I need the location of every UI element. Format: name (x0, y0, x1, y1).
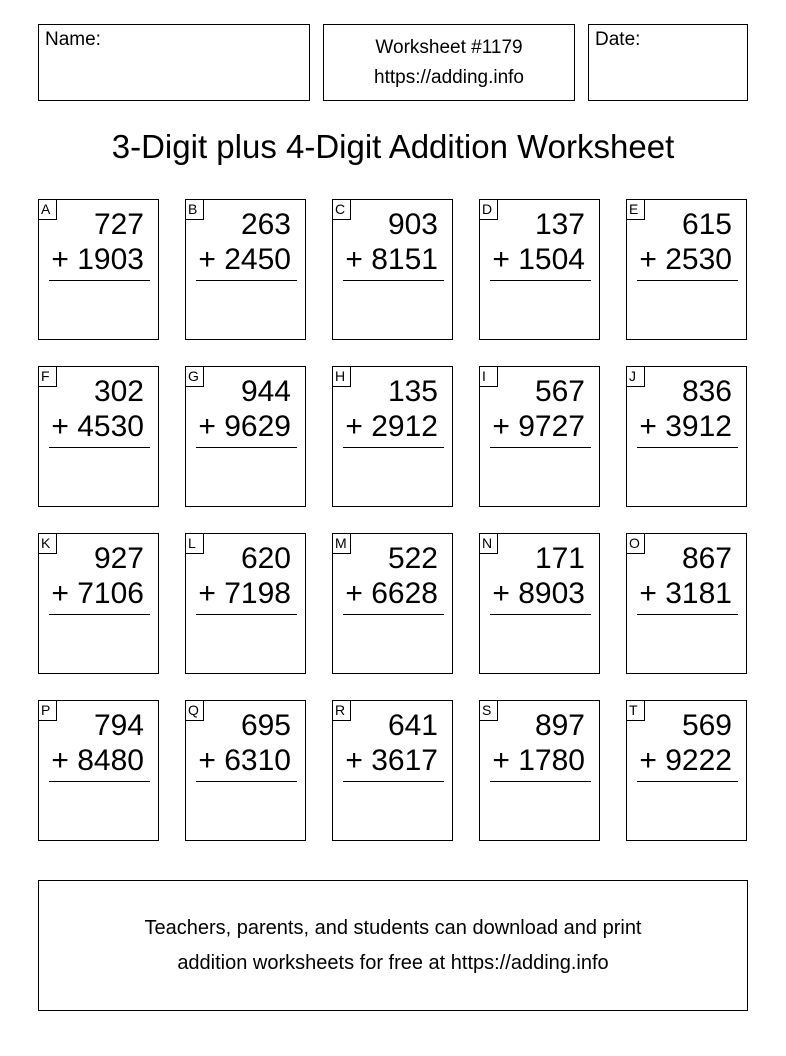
problem-bottom-addend (639, 243, 732, 277)
site-url: https://adding.info (374, 67, 524, 88)
problem-bottom-addend (198, 243, 291, 277)
problem-box[interactable] (479, 533, 600, 674)
answer-line (637, 781, 738, 782)
problem-top-number: 522 (387, 542, 438, 575)
problem-bottom-addend (492, 744, 585, 778)
problem-top-number: 927 (93, 542, 144, 575)
answer-line (637, 614, 738, 615)
problem-letter: I (480, 367, 498, 387)
problem-bottom-number: 2530 (665, 243, 732, 276)
problem-box[interactable] (332, 533, 453, 674)
problem-bottom-number: 1780 (518, 744, 585, 777)
problem-bottom-addend (345, 577, 438, 611)
plus-sign: + (198, 744, 216, 777)
answer-line (637, 280, 738, 281)
problem-top-number: 727 (93, 208, 144, 241)
worksheet-number: Worksheet #1179 (375, 37, 523, 58)
problem-letter: L (186, 534, 204, 554)
problem-letter: B (186, 200, 204, 220)
problem-bottom-number: 9222 (665, 744, 732, 777)
answer-line (196, 447, 297, 448)
problem-top-number: 836 (681, 375, 732, 408)
problem-letter: N (480, 534, 498, 554)
answer-line (490, 781, 591, 782)
problem-top-number: 135 (387, 375, 438, 408)
problem-bottom-addend (345, 243, 438, 277)
problem-top-number: 302 (93, 375, 144, 408)
problem-box[interactable] (626, 533, 747, 674)
problem-box[interactable] (332, 199, 453, 340)
problem-bottom-number: 8480 (77, 744, 144, 777)
problem-bottom-addend (639, 744, 732, 778)
answer-line (490, 280, 591, 281)
plus-sign: + (198, 243, 216, 276)
date-label: Date: (595, 29, 641, 50)
plus-sign: + (639, 410, 657, 443)
problem-top-number: 263 (240, 208, 291, 241)
problem-box[interactable] (626, 366, 747, 507)
problem-bottom-number: 3617 (371, 744, 438, 777)
problem-bottom-number: 6310 (224, 744, 291, 777)
problem-top-number: 620 (240, 542, 291, 575)
answer-line (343, 447, 444, 448)
plus-sign: + (198, 577, 216, 610)
footer-box (38, 880, 748, 1011)
problem-top-number: 903 (387, 208, 438, 241)
problem-box[interactable] (332, 700, 453, 841)
problem-bottom-addend (198, 410, 291, 444)
problem-letter: O (627, 534, 645, 554)
plus-sign: + (198, 410, 216, 443)
problem-bottom-number: 3181 (665, 577, 732, 610)
plus-sign: + (492, 744, 510, 777)
footer-line-1: Teachers, parents, and students can download and print (144, 917, 642, 939)
problem-bottom-number: 2450 (224, 243, 291, 276)
problem-letter: P (39, 701, 57, 721)
problem-top-number: 867 (681, 542, 732, 575)
problem-bottom-number: 9727 (518, 410, 585, 443)
problem-bottom-addend (345, 410, 438, 444)
problem-bottom-number: 7106 (77, 577, 144, 610)
problem-bottom-number: 8903 (518, 577, 585, 610)
plus-sign: + (639, 577, 657, 610)
problem-top-number: 567 (534, 375, 585, 408)
problem-bottom-addend (51, 577, 144, 611)
plus-sign: + (345, 577, 363, 610)
problem-bottom-number: 9629 (224, 410, 291, 443)
problem-bottom-number: 6628 (371, 577, 438, 610)
page-title: 3-Digit plus 4-Digit Addition Worksheet (111, 128, 675, 165)
name-field-box[interactable] (38, 24, 310, 101)
problem-bottom-addend (198, 744, 291, 778)
problem-box[interactable] (38, 700, 159, 841)
problem-bottom-addend (345, 744, 438, 778)
plus-sign: + (51, 744, 69, 777)
problem-letter: M (333, 534, 351, 554)
problem-top-number: 897 (534, 709, 585, 742)
answer-line (490, 447, 591, 448)
problem-box[interactable] (479, 366, 600, 507)
problem-top-number: 641 (387, 709, 438, 742)
answer-line (49, 447, 150, 448)
problem-box[interactable] (185, 199, 306, 340)
problem-top-number: 944 (240, 375, 291, 408)
problem-letter: Q (186, 701, 204, 721)
problem-box[interactable] (185, 533, 306, 674)
problem-bottom-addend (639, 410, 732, 444)
problem-bottom-addend (51, 410, 144, 444)
plus-sign: + (51, 577, 69, 610)
problem-bottom-addend (51, 744, 144, 778)
answer-line (196, 781, 297, 782)
answer-line (490, 614, 591, 615)
problem-bottom-number: 7198 (224, 577, 291, 610)
answer-line (343, 781, 444, 782)
problem-bottom-addend (492, 577, 585, 611)
problem-box[interactable] (38, 199, 159, 340)
plus-sign: + (492, 410, 510, 443)
plus-sign: + (492, 577, 510, 610)
problem-box[interactable] (626, 199, 747, 340)
problem-bottom-addend (639, 577, 732, 611)
answer-line (343, 280, 444, 281)
date-field-box[interactable] (588, 24, 748, 101)
problem-letter: J (627, 367, 645, 387)
problem-letter: C (333, 200, 351, 220)
problem-letter: D (480, 200, 498, 220)
answer-line (343, 614, 444, 615)
problem-top-number: 794 (93, 709, 144, 742)
problem-letter: K (39, 534, 57, 554)
problem-letter: S (480, 701, 498, 721)
problem-bottom-number: 4530 (77, 410, 144, 443)
problem-bottom-number: 8151 (371, 243, 438, 276)
problem-box[interactable] (332, 366, 453, 507)
problem-top-number: 695 (240, 709, 291, 742)
problem-top-number: 569 (681, 709, 732, 742)
problem-box[interactable] (185, 700, 306, 841)
answer-line (49, 781, 150, 782)
plus-sign: + (51, 410, 69, 443)
worksheet-info-box (323, 24, 575, 101)
problem-box[interactable] (479, 199, 600, 340)
problem-box[interactable] (38, 366, 159, 507)
plus-sign: + (345, 744, 363, 777)
problem-box[interactable] (185, 366, 306, 507)
plus-sign: + (345, 243, 363, 276)
problem-bottom-addend (492, 243, 585, 277)
problem-letter: F (39, 367, 57, 387)
problem-bottom-number: 3912 (665, 410, 732, 443)
footer-line-2: addition worksheets for free at https://adding.info (177, 952, 609, 974)
problem-top-number: 171 (534, 542, 585, 575)
answer-line (196, 280, 297, 281)
problem-box[interactable] (626, 700, 747, 841)
problem-letter: R (333, 701, 351, 721)
problem-bottom-number: 1903 (77, 243, 144, 276)
problem-box[interactable] (479, 700, 600, 841)
problem-top-number: 615 (681, 208, 732, 241)
plus-sign: + (345, 410, 363, 443)
problem-top-number: 137 (534, 208, 585, 241)
problem-bottom-number: 1504 (518, 243, 585, 276)
plus-sign: + (639, 744, 657, 777)
plus-sign: + (492, 243, 510, 276)
problem-letter: T (627, 701, 645, 721)
problem-bottom-addend (492, 410, 585, 444)
name-label: Name: (45, 29, 101, 50)
answer-line (637, 447, 738, 448)
problem-letter: G (186, 367, 204, 387)
problem-letter: E (627, 200, 645, 220)
plus-sign: + (51, 243, 69, 276)
answer-line (49, 614, 150, 615)
problem-letter: H (333, 367, 351, 387)
problem-bottom-addend (51, 243, 144, 277)
problem-bottom-addend (198, 577, 291, 611)
problem-box[interactable] (38, 533, 159, 674)
answer-line (196, 614, 297, 615)
problem-bottom-number: 2912 (371, 410, 438, 443)
problem-letter: A (39, 200, 57, 220)
plus-sign: + (639, 243, 657, 276)
answer-line (49, 280, 150, 281)
